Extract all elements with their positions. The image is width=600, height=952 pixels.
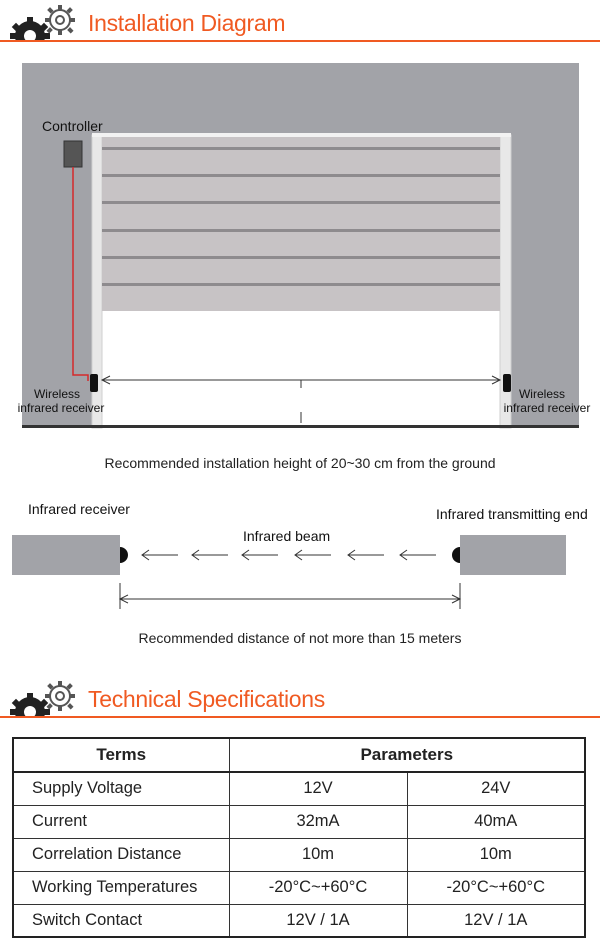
term-cell: Working Temperatures — [13, 871, 229, 904]
value-24v-cell: 12V / 1A — [407, 904, 585, 937]
receiver-block — [12, 535, 120, 575]
value-12v-cell: 32mA — [229, 805, 407, 838]
left-receiver-sensor — [90, 374, 98, 392]
terms-header: Terms — [13, 738, 229, 772]
right-receiver-sensor — [503, 374, 511, 392]
garage-door-diagram — [0, 55, 600, 435]
spec-section-header — [0, 676, 600, 718]
table-row — [13, 805, 585, 838]
value-12v-cell: 12V / 1A — [229, 904, 407, 937]
beam-arrows — [142, 550, 436, 560]
gears-icon — [4, 678, 86, 718]
spec-section-title: Technical Specifications — [88, 686, 325, 712]
beam-label: Infrared beam — [243, 528, 331, 544]
transmitter-block — [460, 535, 566, 575]
left-receiver-label-line1: Wireless — [33, 387, 81, 401]
parameters-header: Parameters — [229, 738, 585, 772]
distance-dimension — [120, 583, 460, 609]
term-cell: Switch Contact — [13, 904, 229, 937]
value-24v-cell: 24V — [407, 772, 585, 805]
value-24v-cell: -20°C~+60°C — [407, 871, 585, 904]
value-24v-cell: 40mA — [407, 805, 585, 838]
term-cell: Current — [13, 805, 229, 838]
left-receiver-label-line2: infrared receiver — [17, 401, 105, 415]
value-12v-cell: 12V — [229, 772, 407, 805]
receiver-lens — [120, 547, 128, 563]
table-row — [13, 871, 585, 904]
value-24v-cell: 10m — [407, 838, 585, 871]
right-receiver-label-line1: Wireless — [518, 387, 566, 401]
spec-table-header-row — [13, 738, 585, 772]
table-row — [13, 838, 585, 871]
install-section-rule — [0, 40, 600, 42]
install-section-title: Installation Diagram — [88, 10, 286, 36]
right-receiver-label-line2: infrared receiver — [503, 401, 591, 415]
distance-note: Recommended distance of not more than 15 meters — [138, 630, 462, 646]
table-row — [13, 904, 585, 937]
transmitter-label: Infrared transmitting end — [436, 506, 588, 522]
receiver-label: Infrared receiver — [28, 501, 130, 517]
spec-section-rule — [0, 716, 600, 718]
transmitter-lens — [452, 547, 460, 563]
spec-table — [12, 737, 586, 938]
controller-label: Controller — [42, 118, 103, 134]
value-12v-cell: 10m — [229, 838, 407, 871]
gears-icon — [4, 2, 86, 42]
ground-line — [22, 425, 579, 428]
table-row — [13, 772, 585, 805]
term-cell: Supply Voltage — [13, 772, 229, 805]
door-lintel — [92, 133, 511, 137]
controller-box — [64, 141, 82, 167]
install-section-header — [0, 0, 600, 42]
value-12v-cell: -20°C~+60°C — [229, 871, 407, 904]
term-cell: Correlation Distance — [13, 838, 229, 871]
height-note: Recommended installation height of 20~30 cm from the ground — [104, 455, 496, 471]
